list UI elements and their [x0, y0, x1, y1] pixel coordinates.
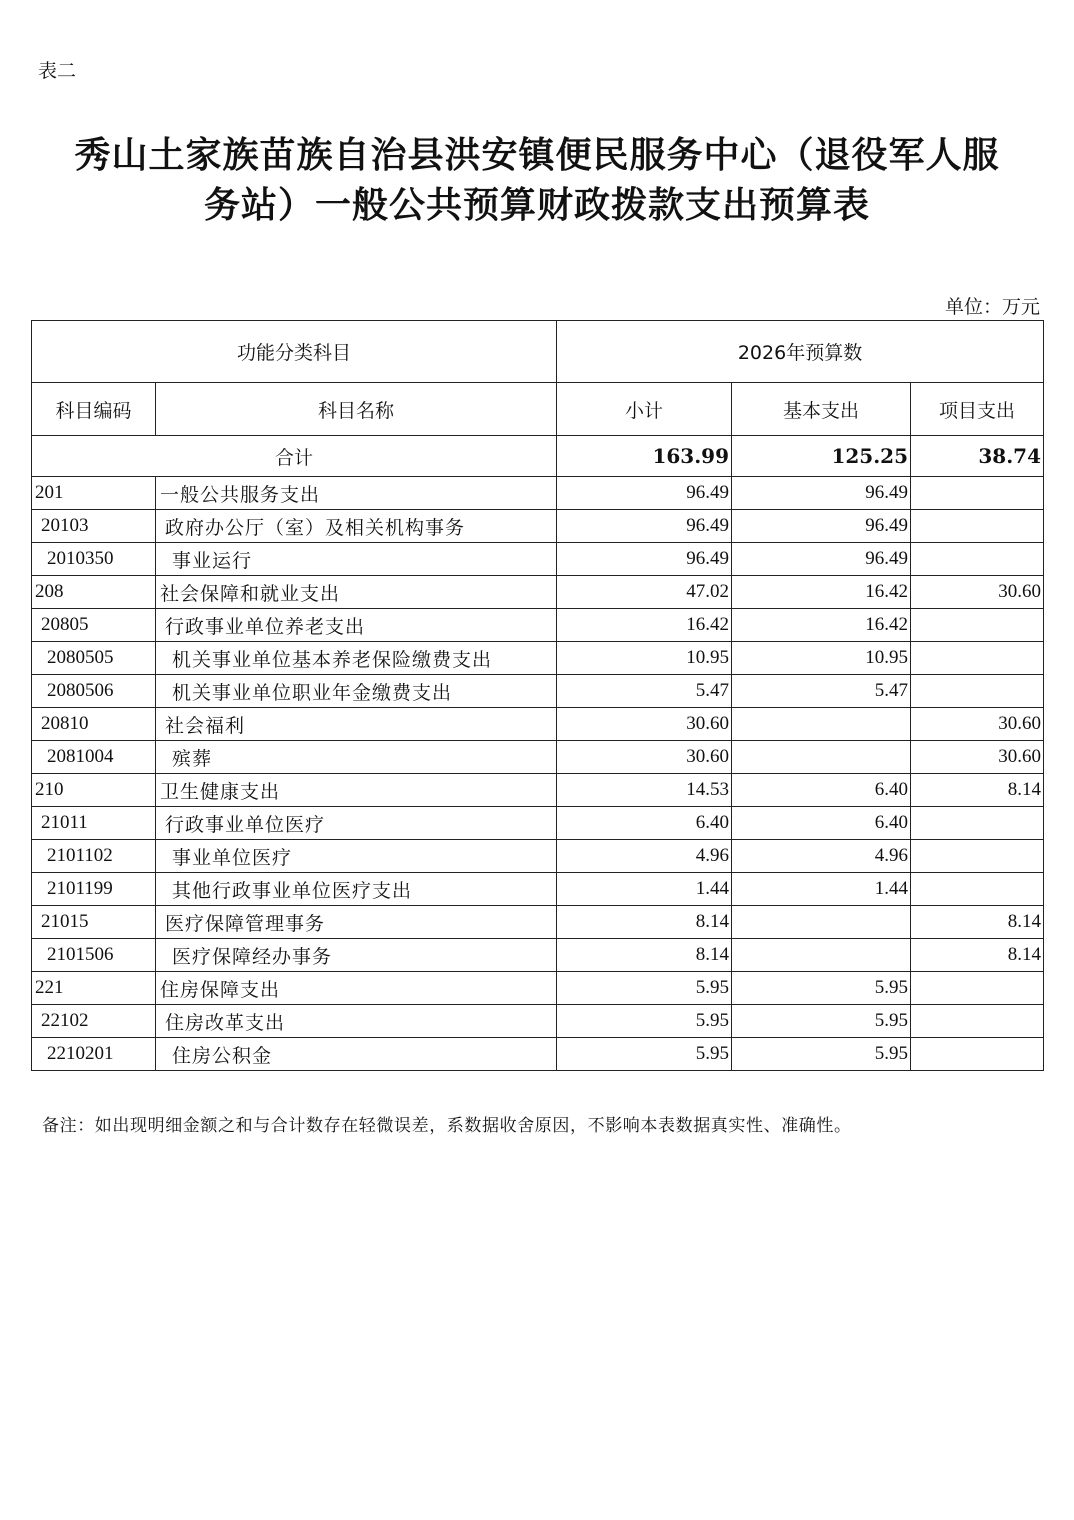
row-subtotal: 16.42 [557, 609, 732, 642]
table-row [32, 972, 1044, 1005]
row-code: 20805 [32, 609, 156, 642]
row-project: 30.60 [911, 576, 1044, 609]
row-project [911, 675, 1044, 708]
table-row [32, 774, 1044, 807]
row-project [911, 1038, 1044, 1071]
row-basic [732, 708, 911, 741]
row-name: 殡葬 [156, 741, 557, 774]
row-code: 2101199 [32, 873, 156, 906]
table-row [32, 708, 1044, 741]
row-name: 事业单位医疗 [156, 840, 557, 873]
row-project [911, 1005, 1044, 1038]
row-basic [732, 939, 911, 972]
table-row [32, 741, 1044, 774]
row-project [911, 510, 1044, 543]
row-subtotal: 30.60 [557, 708, 732, 741]
total-basic: 125.25 [732, 436, 911, 477]
table-row [32, 939, 1044, 972]
row-code: 21011 [32, 807, 156, 840]
row-code: 2080506 [32, 675, 156, 708]
row-name: 社会保障和就业支出 [156, 576, 557, 609]
table-row [32, 510, 1044, 543]
row-basic: 16.42 [732, 576, 911, 609]
row-name: 住房公积金 [156, 1038, 557, 1071]
row-code: 2010350 [32, 543, 156, 576]
row-subtotal: 96.49 [557, 510, 732, 543]
header-subtotal: 小计 [557, 383, 732, 436]
row-name: 住房改革支出 [156, 1005, 557, 1038]
table-row [32, 1038, 1044, 1071]
row-code: 221 [32, 972, 156, 1005]
table-body [32, 436, 1044, 1071]
row-project: 30.60 [911, 708, 1044, 741]
row-basic: 5.95 [732, 1005, 911, 1038]
budget-table [31, 320, 1044, 1071]
row-subtotal: 5.47 [557, 675, 732, 708]
table-row [32, 873, 1044, 906]
row-basic: 5.47 [732, 675, 911, 708]
row-subtotal: 5.95 [557, 972, 732, 1005]
row-project [911, 609, 1044, 642]
row-name: 其他行政事业单位医疗支出 [156, 873, 557, 906]
row-name: 事业运行 [156, 543, 557, 576]
table-row [32, 906, 1044, 939]
row-basic: 96.49 [732, 510, 911, 543]
row-project: 8.14 [911, 906, 1044, 939]
row-basic: 6.40 [732, 807, 911, 840]
row-code: 22102 [32, 1005, 156, 1038]
row-subtotal: 1.44 [557, 873, 732, 906]
row-basic: 5.95 [732, 1038, 911, 1071]
row-subtotal: 4.96 [557, 840, 732, 873]
row-code: 2081004 [32, 741, 156, 774]
row-name: 一般公共服务支出 [156, 477, 557, 510]
row-code: 210 [32, 774, 156, 807]
row-name: 行政事业单位医疗 [156, 807, 557, 840]
row-code: 20103 [32, 510, 156, 543]
row-project [911, 840, 1044, 873]
row-code: 2210201 [32, 1038, 156, 1071]
row-name: 行政事业单位养老支出 [156, 609, 557, 642]
table-row [32, 840, 1044, 873]
row-name: 住房保障支出 [156, 972, 557, 1005]
table-row [32, 477, 1044, 510]
row-subtotal: 10.95 [557, 642, 732, 675]
header-project: 项目支出 [911, 383, 1044, 436]
row-project: 8.14 [911, 774, 1044, 807]
row-project [911, 642, 1044, 675]
row-basic: 96.49 [732, 543, 911, 576]
row-project: 8.14 [911, 939, 1044, 972]
row-basic [732, 741, 911, 774]
row-basic [732, 906, 911, 939]
row-basic: 16.42 [732, 609, 911, 642]
page-title [20, 130, 1054, 230]
row-basic: 5.95 [732, 972, 911, 1005]
header-row-columns [32, 383, 1044, 436]
row-subtotal: 14.53 [557, 774, 732, 807]
total-project: 38.74 [911, 436, 1044, 477]
row-subtotal: 5.95 [557, 1005, 732, 1038]
row-code: 21015 [32, 906, 156, 939]
row-code: 2080505 [32, 642, 156, 675]
total-row [32, 436, 1044, 477]
table-row [32, 675, 1044, 708]
row-basic: 6.40 [732, 774, 911, 807]
row-project: 30.60 [911, 741, 1044, 774]
header-category-group: 功能分类科目 [32, 321, 557, 383]
header-name: 科目名称 [156, 383, 557, 436]
row-subtotal: 96.49 [557, 477, 732, 510]
row-name: 机关事业单位基本养老保险缴费支出 [156, 642, 557, 675]
row-code: 2101102 [32, 840, 156, 873]
row-code: 208 [32, 576, 156, 609]
row-basic: 96.49 [732, 477, 911, 510]
table-row [32, 1005, 1044, 1038]
header-budget-group: 2026年预算数 [557, 321, 1044, 383]
row-name: 政府办公厅（室）及相关机构事务 [156, 510, 557, 543]
row-subtotal: 96.49 [557, 543, 732, 576]
total-label: 合计 [32, 436, 557, 477]
row-name: 医疗保障管理事务 [156, 906, 557, 939]
row-name: 社会福利 [156, 708, 557, 741]
row-project [911, 543, 1044, 576]
table-row [32, 609, 1044, 642]
row-project [911, 873, 1044, 906]
row-name: 机关事业单位职业年金缴费支出 [156, 675, 557, 708]
row-subtotal: 8.14 [557, 906, 732, 939]
row-project [911, 807, 1044, 840]
table-row [32, 543, 1044, 576]
table-row [32, 576, 1044, 609]
title-line-2: 务站）一般公共预算财政拨款支出预算表 [203, 184, 870, 226]
row-code: 2101506 [32, 939, 156, 972]
row-project [911, 972, 1044, 1005]
row-project [911, 477, 1044, 510]
row-subtotal: 30.60 [557, 741, 732, 774]
total-subtotal: 163.99 [557, 436, 732, 477]
row-subtotal: 8.14 [557, 939, 732, 972]
header-code: 科目编码 [32, 383, 156, 436]
row-code: 20810 [32, 708, 156, 741]
row-name: 卫生健康支出 [156, 774, 557, 807]
row-subtotal: 5.95 [557, 1038, 732, 1071]
header-row-group [32, 321, 1044, 383]
row-basic: 10.95 [732, 642, 911, 675]
table-row [32, 642, 1044, 675]
unit-label: 单位：万元 [944, 296, 1040, 318]
page-label: 表二 [38, 60, 77, 82]
row-name: 医疗保障经办事务 [156, 939, 557, 972]
header-basic: 基本支出 [732, 383, 911, 436]
row-subtotal: 6.40 [557, 807, 732, 840]
footnote: 备注：如出现明细金额之和与合计数存在轻微误差，系数据收舍原因，不影响本表数据真实性、准确性。 [42, 1116, 852, 1136]
row-basic: 4.96 [732, 840, 911, 873]
row-code: 201 [32, 477, 156, 510]
row-basic: 1.44 [732, 873, 911, 906]
table-row [32, 807, 1044, 840]
row-subtotal: 47.02 [557, 576, 732, 609]
title-line-1: 秀山土家族苗族自治县洪安镇便民服务中心（退役军人服 [74, 134, 1000, 176]
